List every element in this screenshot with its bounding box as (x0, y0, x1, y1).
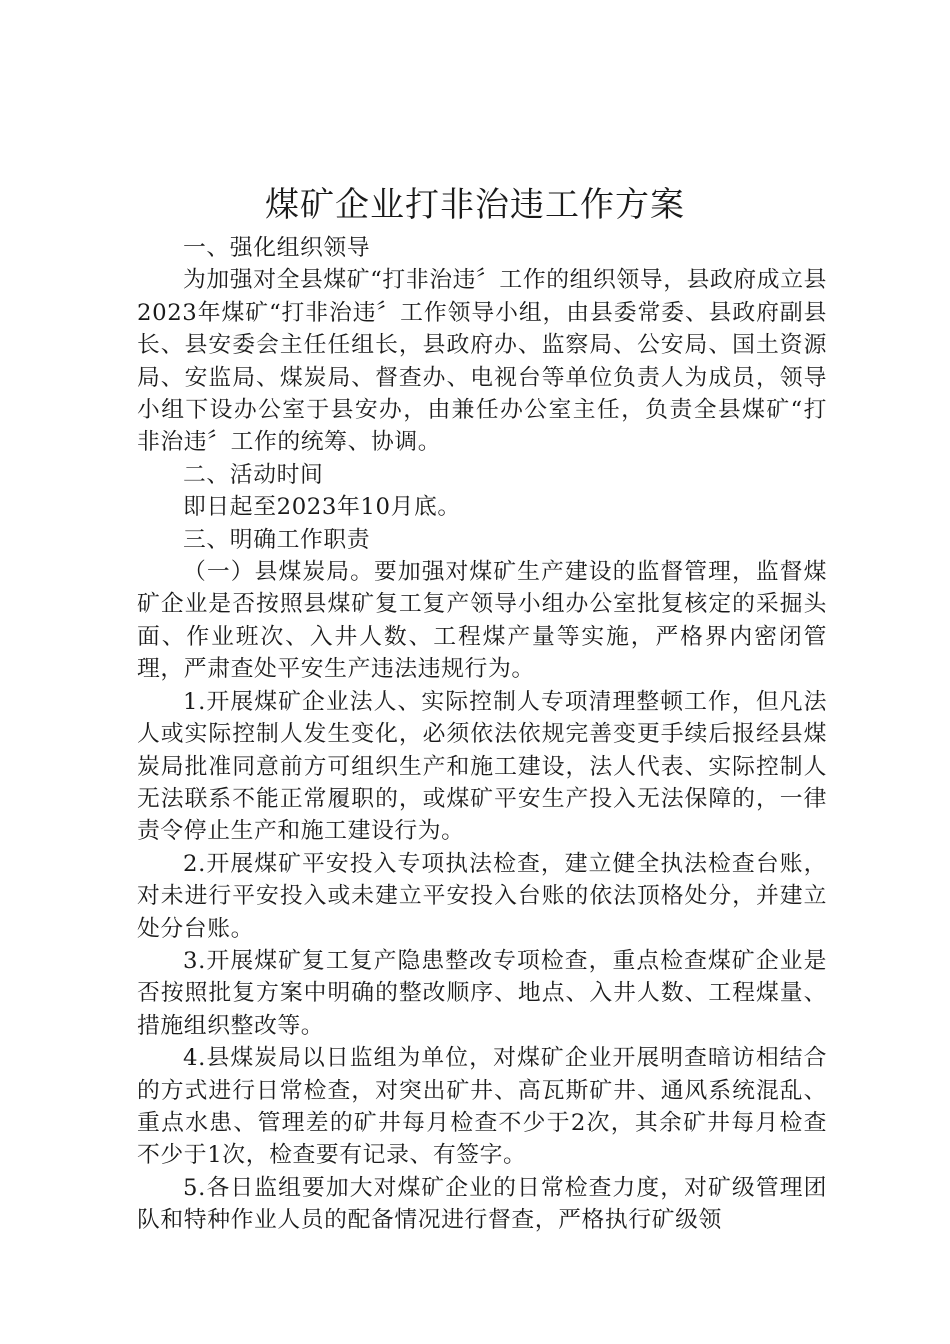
list-item-1: 1.开展煤矿企业法人、实际控制人专项清理整顿工作，但凡法人或实际控制人发生变化，必须依法依规完善变更手续后报经县煤炭局批准同意前方可组织生产和施工建设，法人代表、实际控制人无法联系不能正常履职的，或煤矿平安生产投入无法保障的，一律责令停止生产和施工建设行为。 (137, 688, 827, 845)
paragraph-coal-bureau: （一）县煤炭局。要加强对煤矿生产建设的监督管理，监督煤矿企业是否按照县煤矿复工复产领导小组办公室批复核定的采掘头面、作业班次、入井人数、工程煤产量等实施，严格界内密闭管理，严肃查处平安生产违法违规行为。 (137, 559, 827, 683)
list-item-4: 4.县煤炭局以日监组为单位，对煤矿企业开展明查暗访相结合的方式进行日常检查，对突出矿井、高瓦斯矿井、通风系统混乱、重点水患、管理差的矿井每月检查不少于2次，其余矿井每月检查不少于1次，检查要有记录、有签字。 (137, 1045, 827, 1169)
paragraph-leadership-group: 为加强对全县煤矿“打非治违〞工作的组织领导，县政府成立县2023年煤矿“打非治违〞工作领导小组，由县委常委、县政府副县长、县安委会主任任组长，县政府办、监察局、公安局、国土资源局、安监局、煤炭局、督查办、电视台等单位负责人为成员，领导小组下设办公室于县安办，由兼任办公室主任，负责全县煤矿“打非治违〞工作的统筹、协调。 (137, 267, 827, 456)
paragraph-activity-time: 即日起至2023年10月底。 (183, 494, 461, 521)
section-heading-responsibilities: 三、明确工作职责 (183, 526, 371, 553)
list-item-3: 3.开展煤矿复工复产隐患整改专项检查，重点检查煤矿企业是否按照批复方案中明确的整改顺序、地点、入井人数、工程煤量、措施组织整改等。 (137, 947, 827, 1039)
document-body (137, 232, 827, 1237)
list-item-5: 5.各日监组要加大对煤矿企业的日常检查力度，对矿级管理团队和特种作业人员的配备情况进行督查，严格执行矿级领 (137, 1174, 827, 1234)
section-heading-activity-time: 二、活动时间 (183, 461, 324, 488)
section-heading-organization: 一、强化组织领导 (183, 235, 371, 261)
document-title: 煤矿企业打非治违工作方案 (265, 185, 685, 225)
list-item-2: 2.开展煤矿平安投入专项执法检查，建立健全执法检查台账，对未进行平安投入或未建立平安投入台账的依法顶格处分，并建立处分台账。 (137, 850, 827, 942)
